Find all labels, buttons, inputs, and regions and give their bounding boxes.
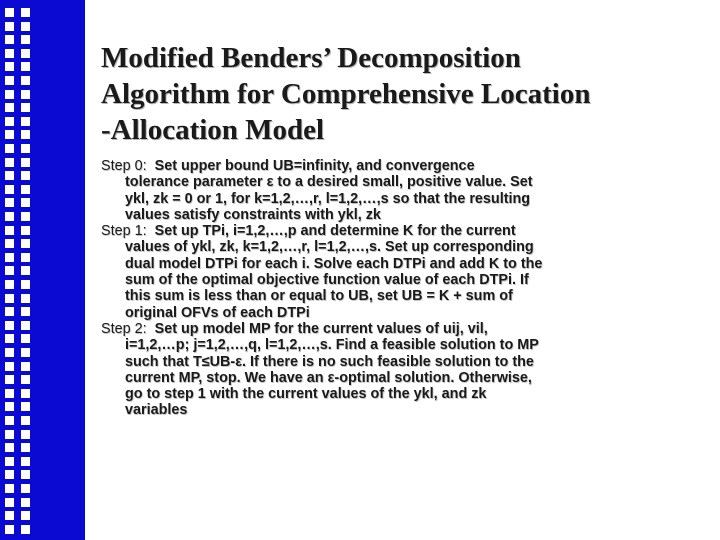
- step-text: sum of the optimal objective function value of each DTPi. If: [125, 272, 529, 289]
- step-first-line: [101, 158, 661, 174]
- step-text: Set upper bound UB=infinity, and convergence: [154, 158, 475, 174]
- decorative-square: [5, 484, 14, 493]
- step-text: original OFVs of each DTPi: [125, 304, 310, 321]
- decorative-square: [5, 22, 14, 31]
- step-line: [101, 288, 661, 304]
- title-line: -Allocation Model: [101, 114, 325, 146]
- step-text: i=1,2,…p; j=1,2,…,q, l=1,2,…,s. Find a feasible solution to MP: [125, 337, 539, 354]
- decorative-square: [21, 49, 30, 58]
- step-text: Set up TPi, i=1,2,…,p and determine K for the current: [154, 223, 516, 240]
- step-text: ykl, zk = 0 or 1, for k=1,2,…,r, l=1,2,…,s so that the resulting: [125, 190, 531, 207]
- decorative-square: [5, 171, 14, 180]
- decorative-square: [21, 362, 30, 371]
- decorative-square: [5, 334, 14, 343]
- step-line: [101, 256, 661, 272]
- decorative-square: [5, 103, 14, 112]
- title-line: Algorithm for Comprehensive Location: [101, 78, 591, 110]
- decorative-square: [21, 171, 30, 180]
- decorative-square: [5, 144, 14, 153]
- step-line: [101, 305, 661, 321]
- decorative-square: [5, 76, 14, 85]
- step-line: [101, 191, 661, 207]
- decorative-square: [21, 389, 30, 398]
- step-line: [101, 207, 661, 223]
- step-text: this sum is less than or equal to UB, set UB = K + sum of: [125, 288, 513, 305]
- decorative-square: [21, 294, 30, 303]
- decorative-square: [5, 443, 14, 452]
- decorative-square: [5, 470, 14, 479]
- decorative-square: [21, 334, 30, 343]
- decorative-square: [21, 130, 30, 139]
- decorative-square: [21, 90, 30, 99]
- step-first-line: [101, 223, 661, 239]
- step-first-line: [101, 321, 661, 337]
- decorative-square: [21, 253, 30, 262]
- decorative-square: [21, 443, 30, 452]
- decorative-square: [21, 470, 30, 479]
- decorative-square: [5, 498, 14, 507]
- decorative-square: [21, 484, 30, 493]
- decorative-square: [5, 253, 14, 262]
- decorative-square: [5, 389, 14, 398]
- decorative-square: [5, 239, 14, 248]
- step-text: dual model DTPi for each i. Solve each DTPi and add K to the: [125, 255, 543, 272]
- decorative-square: [21, 321, 30, 330]
- step-line: [101, 386, 661, 402]
- decorative-square: [5, 402, 14, 411]
- decorative-square: [21, 35, 30, 44]
- decorative-square: [5, 185, 14, 194]
- decorative-square: [21, 375, 30, 384]
- decorative-square: [21, 8, 30, 17]
- decorative-square: [5, 212, 14, 221]
- decorative-square: [21, 62, 30, 71]
- decorative-square: [5, 130, 14, 139]
- step-label: Step 1:: [101, 223, 147, 240]
- decorative-square: [5, 117, 14, 126]
- step-text: Set up model MP for the current values of uij, vil,: [154, 320, 488, 337]
- decorative-square: [5, 35, 14, 44]
- decorative-square: [21, 103, 30, 112]
- step-text: values satisfy constraints with ykl, zk: [125, 206, 381, 223]
- decorative-square: [21, 457, 30, 466]
- decorative-square: [5, 416, 14, 425]
- decorative-square: [21, 198, 30, 207]
- decorative-square: [21, 76, 30, 85]
- slide-title: [101, 40, 701, 148]
- decorative-square: [5, 294, 14, 303]
- decorative-square: [5, 280, 14, 289]
- step-text: go to step 1 with the current values of the ykl, and zk: [125, 386, 487, 403]
- decorative-square: [5, 90, 14, 99]
- decorative-square: [21, 158, 30, 167]
- decorative-square: [5, 321, 14, 330]
- decorative-square: [5, 266, 14, 275]
- step-line: [101, 370, 661, 386]
- decorative-square: [5, 62, 14, 71]
- step-line: [101, 272, 661, 288]
- decorative-square: [21, 144, 30, 153]
- step-text: values of ykl, zk, k=1,2,…,r, l=1,2,…,s. Set up corresponding: [125, 239, 534, 256]
- decorative-square: [5, 375, 14, 384]
- decorative-square: [5, 511, 14, 520]
- decorative-square: [21, 511, 30, 520]
- step-text: variables: [125, 402, 188, 419]
- decorative-square: [21, 212, 30, 221]
- left-decorative-bar: [0, 0, 85, 540]
- step-text: such that T≤UB-ε. If there is no such feasible solution to the: [125, 353, 534, 370]
- step-line: [101, 402, 661, 418]
- decorative-square: [21, 22, 30, 31]
- decorative-square: [5, 525, 14, 534]
- decorative-square: [5, 348, 14, 357]
- title-line: Modified Benders’ Decomposition: [101, 42, 521, 74]
- decorative-square: [21, 307, 30, 316]
- step-line: [101, 239, 661, 255]
- decorative-square: [21, 402, 30, 411]
- step-text: current MP, stop. We have an ε-optimal solution. Otherwise,: [125, 369, 532, 386]
- step-text: tolerance parameter ε to a desired small, positive value. Set: [125, 174, 533, 191]
- decorative-square: [21, 239, 30, 248]
- decorative-square: [5, 307, 14, 316]
- decorative-square: [21, 266, 30, 275]
- decorative-square: [21, 185, 30, 194]
- decorative-square: [21, 226, 30, 235]
- decorative-square: [5, 8, 14, 17]
- decorative-square: [21, 348, 30, 357]
- slide-body: [101, 158, 661, 419]
- decorative-square: [5, 226, 14, 235]
- decorative-square: [21, 416, 30, 425]
- decorative-square: [21, 117, 30, 126]
- decorative-square: [21, 430, 30, 439]
- decorative-square: [5, 158, 14, 167]
- step-line: [101, 337, 661, 353]
- step-label: Step 0:: [101, 158, 147, 174]
- decorative-square: [5, 430, 14, 439]
- decorative-square: [21, 280, 30, 289]
- decorative-square: [5, 198, 14, 207]
- decorative-square: [21, 498, 30, 507]
- step-line: [101, 354, 661, 370]
- decorative-square: [21, 525, 30, 534]
- decorative-square: [5, 49, 14, 58]
- decorative-square: [5, 457, 14, 466]
- step-label: Step 2:: [101, 320, 147, 337]
- decorative-square: [5, 362, 14, 371]
- step-line: [101, 174, 661, 190]
